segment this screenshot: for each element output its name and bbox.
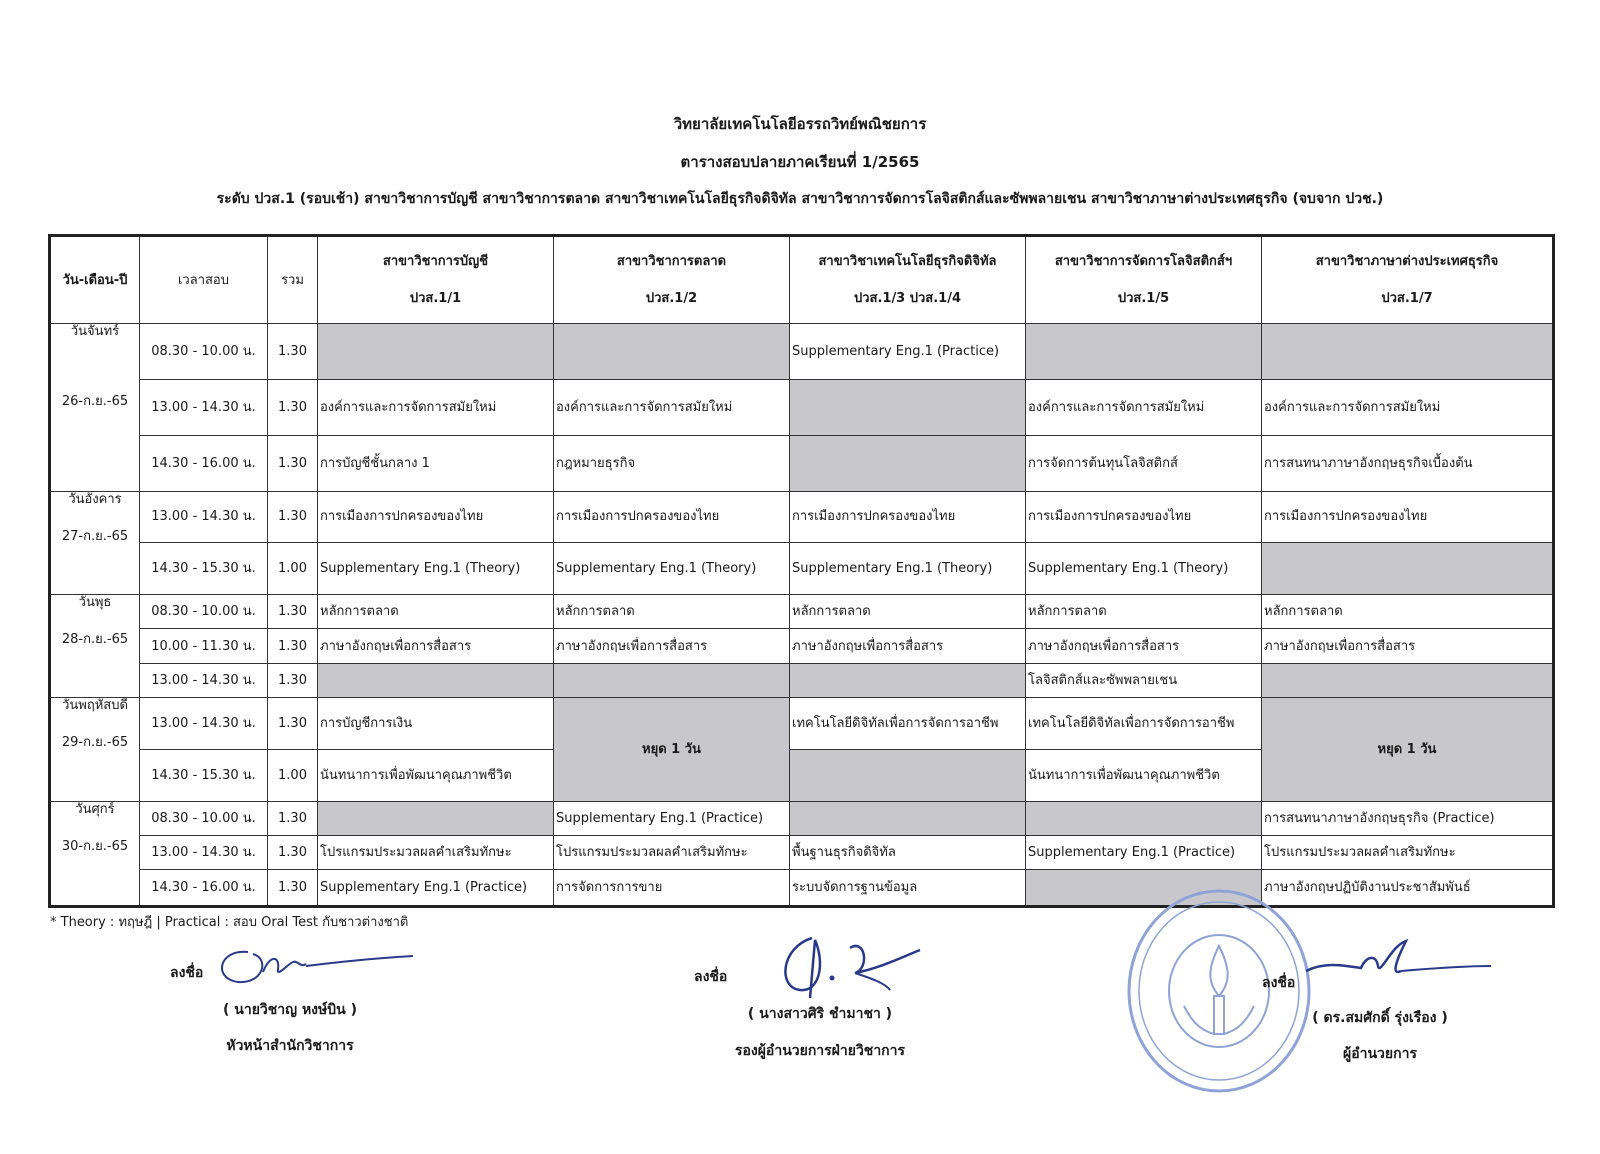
subject-cell: องค์การและการจัดการสมัยใหม่	[554, 379, 790, 435]
subject-cell: การบัญชีการเงิน	[318, 698, 554, 750]
subject-cell: หลักการตลาด	[318, 594, 554, 628]
subject-cell: หลักการตลาด	[554, 594, 790, 628]
major-name: สาขาวิชาการบัญชี	[382, 254, 489, 269]
day-name: วันพฤหัสบดี	[62, 698, 128, 714]
signer-name-middle: ( นางสาวศิริ ชำมาชา )	[747, 1006, 893, 1022]
time-cell: 13.00 - 14.30 น.	[140, 663, 268, 697]
empty-cell	[1026, 801, 1262, 835]
total-cell: 1.30	[268, 663, 318, 697]
major-group: ปวส.1/1	[409, 291, 462, 306]
subject-cell: การบัญชีชั้นกลาง 1	[318, 435, 554, 491]
day-name: วันจันทร์	[70, 324, 120, 339]
time-cell: 13.00 - 14.30 น.	[140, 835, 268, 869]
major-name: สาขาวิชาเทคโนโลยีธุรกิจดิจิทัล	[818, 254, 997, 269]
empty-cell	[1262, 663, 1554, 697]
college-name: วิทยาลัยเทคโนโลยีอรรถวิทย์พณิชยการ	[673, 115, 927, 133]
day-cell-thursday	[50, 698, 140, 801]
empty-cell	[318, 801, 554, 835]
day-cell-wednesday	[50, 594, 140, 697]
empty-cell	[554, 663, 790, 697]
total-cell: 1.30	[268, 379, 318, 435]
signature-middle-icon	[770, 928, 930, 1003]
subject-cell: ภาษาอังกฤษปฏิบัติงานประชาสัมพันธ์	[1262, 870, 1554, 907]
subject-cell: Supplementary Eng.1 (Practice)	[790, 324, 1026, 380]
major-name: สาขาวิชาภาษาต่างประเทศธุรกิจ	[1315, 254, 1499, 269]
subject-cell: โลจิสติกส์และซัพพลายเชน	[1026, 663, 1262, 697]
day-date: 27-ก.ย.-65	[61, 528, 129, 544]
time-cell: 10.00 - 11.30 น.	[140, 629, 268, 663]
subject-cell: ภาษาอังกฤษเพื่อการสื่อสาร	[318, 629, 554, 663]
col-header-total: รวม	[268, 236, 318, 324]
col-header-foreign-language	[1262, 236, 1554, 324]
total-cell: 1.30	[268, 324, 318, 380]
day-date: 29-ก.ย.-65	[61, 735, 129, 751]
total-cell: 1.30	[268, 435, 318, 491]
subject-cell: นันทนาการเพื่อพัฒนาคุณภาพชีวิต	[318, 749, 554, 801]
subject-cell: นันทนาการเพื่อพัฒนาคุณภาพชีวิต	[1026, 749, 1262, 801]
subject-cell: ภาษาอังกฤษเพื่อการสื่อสาร	[1262, 629, 1554, 663]
schedule-title: ตารางสอบปลายภาคเรียนที่ 1/2565	[680, 153, 920, 171]
empty-cell	[1262, 543, 1554, 595]
table-row	[50, 379, 1554, 435]
empty-cell	[1262, 324, 1554, 380]
day-name: วันพุธ	[78, 594, 112, 610]
exam-schedule-table	[48, 234, 1555, 908]
subject-cell: องค์การและการจัดการสมัยใหม่	[1262, 379, 1554, 435]
subject-cell: เทคโนโลยีดิจิทัลเพื่อการจัดการอาชีพ	[790, 698, 1026, 750]
col-header-digital-business	[790, 236, 1026, 324]
signer-position-right: ผู้อำนวยการ	[1343, 1046, 1417, 1062]
subject-cell: Supplementary Eng.1 (Practice)	[554, 801, 790, 835]
empty-cell	[554, 324, 790, 380]
sign-label-right: ลงชื่อ	[1262, 975, 1296, 991]
time-cell: 08.30 - 10.00 น.	[140, 594, 268, 628]
subject-cell: ภาษาอังกฤษเพื่อการสื่อสาร	[1026, 629, 1262, 663]
table-row	[50, 698, 1554, 750]
col-header-accounting	[318, 236, 554, 324]
subject-cell: การจัดการต้นทุนโลจิสติกส์	[1026, 435, 1262, 491]
signer-position-left: หัวหน้าสำนักวิชาการ	[226, 1038, 354, 1054]
table-header-row	[50, 236, 1554, 324]
day-cell-friday	[50, 801, 140, 906]
day-name: วันศุกร์	[75, 801, 115, 817]
subject-cell: โปรแกรมประมวลผลคำเสริมทักษะ	[554, 835, 790, 869]
signer-position-middle: รองผู้อำนวยการฝ่ายวิชาการ	[734, 1043, 906, 1059]
col-header-logistics	[1026, 236, 1262, 324]
day-date: 30-ก.ย.-65	[61, 838, 129, 854]
table-row	[50, 629, 1554, 663]
empty-cell	[790, 663, 1026, 697]
subject-cell: กฎหมายธุรกิจ	[554, 435, 790, 491]
major-name: สาขาวิชาการตลาด	[616, 254, 727, 269]
subject-cell: Supplementary Eng.1 (Theory)	[1026, 543, 1262, 595]
subject-cell: Supplementary Eng.1 (Theory)	[554, 543, 790, 595]
total-cell: 1.30	[268, 594, 318, 628]
table-row	[50, 435, 1554, 491]
total-cell: 1.30	[268, 698, 318, 750]
total-cell: 1.30	[268, 801, 318, 835]
subject-cell: Supplementary Eng.1 (Theory)	[318, 543, 554, 595]
subject-cell: องค์การและการจัดการสมัยใหม่	[1026, 379, 1262, 435]
day-cell-tuesday	[50, 491, 140, 594]
table-row	[50, 663, 1554, 697]
empty-cell	[318, 324, 554, 380]
major-group: ปวส.1/5	[1117, 291, 1170, 306]
holiday-cell-marketing: หยุด 1 วัน	[554, 698, 790, 801]
time-cell: 13.00 - 14.30 น.	[140, 379, 268, 435]
table-row	[50, 491, 1554, 543]
time-cell: 08.30 - 10.00 น.	[140, 801, 268, 835]
subject-cell: หลักการตลาด	[1026, 594, 1262, 628]
subject-cell: ภาษาอังกฤษเพื่อการสื่อสาร	[790, 629, 1026, 663]
subject-cell: โปรแกรมประมวลผลคำเสริมทักษะ	[1262, 835, 1554, 869]
schedule-subtitle: ระดับ ปวส.1 (รอบเช้า) สาขาวิชาการบัญชี สาขาวิชาการตลาด สาขาวิชาเทคโนโลยีธุรกิจดิจิทัล สาขาวิชาการจัดการโลจิสติกส์และซัพพลายเชน สาขาวิชาภาษาต่างประเทศธุรกิจ (จบจาก ปวช.)	[216, 191, 1384, 207]
empty-cell	[790, 379, 1026, 435]
table-row	[50, 543, 1554, 595]
empty-cell	[790, 435, 1026, 491]
table-row	[50, 870, 1554, 907]
signature-left-icon	[208, 934, 418, 994]
subject-cell: โปรแกรมประมวลผลคำเสริมทักษะ	[318, 835, 554, 869]
total-cell: 1.00	[268, 749, 318, 801]
sign-label-left: ลงชื่อ	[170, 965, 204, 981]
signer-name-right: ( ดร.สมศักดิ์ รุ่งเรือง )	[1312, 1010, 1448, 1026]
empty-cell	[318, 663, 554, 697]
day-date: 26-ก.ย.-65	[61, 394, 129, 409]
subject-cell: ภาษาอังกฤษเพื่อการสื่อสาร	[554, 629, 790, 663]
time-cell: 13.00 - 14.30 น.	[140, 491, 268, 543]
time-cell: 14.30 - 15.30 น.	[140, 749, 268, 801]
total-cell: 1.00	[268, 543, 318, 595]
sign-label-middle: ลงชื่อ	[694, 969, 728, 985]
subject-cell: Supplementary Eng.1 (Practice)	[318, 870, 554, 907]
major-group: ปวส.1/2	[645, 291, 698, 306]
major-group: ปวส.1/7	[1381, 291, 1433, 306]
col-header-marketing	[554, 236, 790, 324]
time-cell: 14.30 - 16.00 น.	[140, 870, 268, 907]
major-name: สาขาวิชาการจัดการโลจิสติกส์ฯ	[1054, 254, 1233, 269]
subject-cell: การเมืองการปกครองของไทย	[318, 491, 554, 543]
subject-cell: การเมืองการปกครองของไทย	[790, 491, 1026, 543]
subject-cell: การเมืองการปกครองของไทย	[1026, 491, 1262, 543]
subject-cell: องค์การและการจัดการสมัยใหม่	[318, 379, 554, 435]
subject-cell: ระบบจัดการฐานข้อมูล	[790, 870, 1026, 907]
total-cell: 1.30	[268, 491, 318, 543]
time-cell: 13.00 - 14.30 น.	[140, 698, 268, 750]
total-cell: 1.30	[268, 629, 318, 663]
col-header-date: วัน-เดือน-ปี	[50, 236, 140, 324]
day-name: วันอังคาร	[68, 491, 122, 507]
time-cell: 08.30 - 10.00 น.	[140, 324, 268, 380]
holiday-cell-foreign-language: หยุด 1 วัน	[1262, 698, 1554, 801]
subject-cell: Supplementary Eng.1 (Practice)	[1026, 835, 1262, 869]
empty-cell	[1026, 324, 1262, 380]
subject-cell: การเมืองการปกครองของไทย	[554, 491, 790, 543]
day-cell-monday	[50, 324, 140, 492]
subject-cell: หลักการตลาด	[790, 594, 1026, 628]
table-row	[50, 324, 1554, 380]
day-date: 28-ก.ย.-65	[61, 631, 129, 647]
subject-cell: การสนทนาภาษาอังกฤษธุรกิจ (Practice)	[1262, 801, 1554, 835]
col-header-time: เวลาสอบ	[140, 236, 268, 324]
subject-cell: การเมืองการปกครองของไทย	[1262, 491, 1554, 543]
subject-cell: Supplementary Eng.1 (Theory)	[790, 543, 1026, 595]
signer-name-left: ( นายวิชาญ หงษ์บิน )	[223, 1002, 357, 1018]
subject-cell: พื้นฐานธุรกิจดิจิทัล	[790, 835, 1026, 869]
total-cell: 1.30	[268, 870, 318, 907]
subject-cell: หลักการตลาด	[1262, 594, 1554, 628]
table-row	[50, 594, 1554, 628]
empty-cell	[790, 801, 1026, 835]
major-group: ปวส.1/3 ปวส.1/4	[853, 291, 962, 306]
subject-cell: เทคโนโลยีดิจิทัลเพื่อการจัดการอาชีพ	[1026, 698, 1262, 750]
table-row	[50, 801, 1554, 835]
signature-right-icon	[1296, 936, 1496, 996]
time-cell: 14.30 - 16.00 น.	[140, 435, 268, 491]
subject-cell: การสนทนาภาษาอังกฤษธุรกิจเบื้องต้น	[1262, 435, 1554, 491]
footnote: * Theory : ทฤษฎี | Practical : สอบ Oral Test กับชาวต่างชาติ	[50, 915, 409, 930]
time-cell: 14.30 - 15.30 น.	[140, 543, 268, 595]
total-cell: 1.30	[268, 835, 318, 869]
subject-cell: การจัดการการขาย	[554, 870, 790, 907]
table-row	[50, 835, 1554, 869]
empty-cell	[790, 749, 1026, 801]
